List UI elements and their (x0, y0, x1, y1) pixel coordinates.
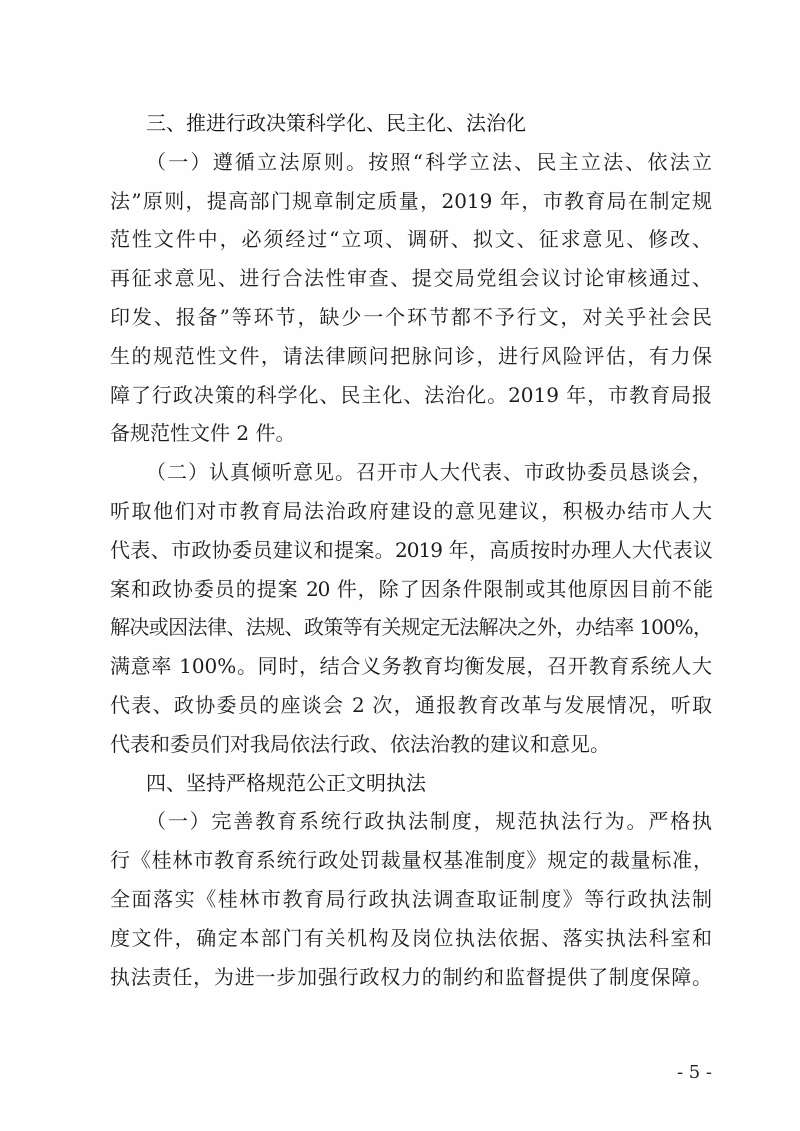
paragraph-line: 印发、报备”等环节，缺少一个环节都不予行文，对关乎社会民 (110, 304, 712, 329)
paragraph (110, 802, 712, 996)
paragraph-line: 全面落实《桂林市教育局行政执法调查取证制度》等行政执法制 (110, 886, 712, 911)
section-heading: 三、推进行政决策科学化、民主化、法治化 (146, 111, 526, 135)
section-heading: 四、坚持严格规范公正文明执法 (146, 770, 426, 795)
paragraph-line: 备规范性文件 2 件。 (110, 421, 296, 446)
paragraph-line: 代表和委员们对我局依法行政、依法治教的建议和意见。 (110, 731, 610, 756)
paragraph-line: 解决或因法律、法规、政策等有关规定无法解决之外，办结率 100%， (110, 615, 712, 640)
paragraph-line: 案和政协委员的提案 20 件，除了因条件限制或其他原因目前不能 (110, 576, 712, 601)
paragraph-line: 度文件，确定本部门有关机构及岗位执法依据、落实执法科室和 (110, 925, 712, 950)
paragraph (110, 143, 712, 453)
paragraph-line: （一）完善教育系统行政执法制度，规范执法行为。严格执 (146, 809, 712, 834)
paragraph-line: 代表、政协委员的座谈会 2 次，通报教育改革与发展情况，听取 (110, 692, 712, 717)
paragraph-line: （一）遵循立法原则。按照“科学立法、民主立法、依法立 (146, 149, 712, 174)
paragraph (110, 453, 712, 763)
paragraph-line: 生的规范性文件，请法律顾问把脉问诊，进行风险评估，有力保 (110, 343, 712, 368)
page-number: - 5 - (676, 1062, 712, 1083)
paragraph-line: 障了行政决策的科学化、民主化、法治化。2019 年，市教育局报 (110, 382, 712, 407)
paragraph-line: 听取他们对市教育局法治政府建设的意见建议，积极办结市人大 (110, 498, 712, 523)
paragraph-line: 行《桂林市教育系统行政处罚裁量权基准制度》规定的裁量标准， (110, 848, 712, 873)
paragraph-line: 再征求意见、进行合法性审查、提交局党组会议讨论审核通过、 (110, 266, 712, 291)
paragraph-line: 代表、市政协委员建议和提案。2019 年，高质按时办理人大代表议 (110, 537, 712, 562)
paragraph-line: 满意率 100%。同时，结合义务教育均衡发展，召开教育系统人大 (110, 654, 712, 679)
paragraph-line: 法”原则，提高部门规章制定质量，2019 年，市教育局在制定规 (110, 188, 712, 213)
paragraph-line: 执法责任，为进一步加强行政权力的制约和监督提供了制度保障。 (110, 964, 712, 989)
paragraph-line: （二）认真倾听意见。召开市人大代表、市政协委员恳谈会， (146, 460, 712, 485)
body-text (110, 104, 712, 996)
paragraph-line: 范性文件中，必须经过“立项、调研、拟文、征求意见、修改、 (110, 227, 712, 252)
